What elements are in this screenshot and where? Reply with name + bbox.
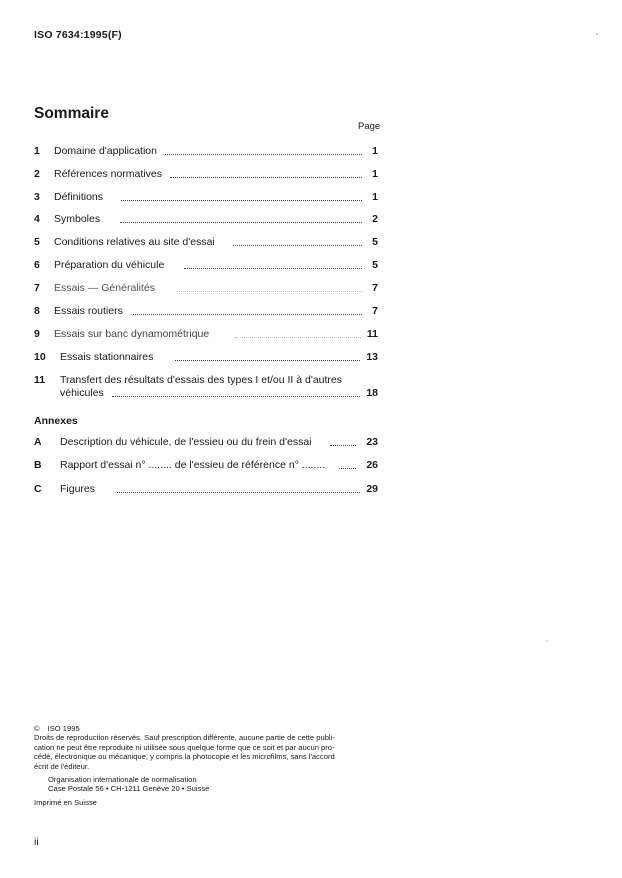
leader-dots [165, 153, 362, 155]
leader-dots [233, 244, 362, 246]
toc-entry-10[interactable] [34, 351, 378, 364]
leader-dots [120, 221, 362, 223]
toc-entry-text: Essais routiers [54, 305, 123, 317]
annex-entry-a[interactable] [34, 436, 378, 449]
toc-entry-page: 1 [372, 191, 378, 203]
leader-dots [112, 395, 361, 397]
leader-dots [235, 336, 361, 338]
toc-entry-number: 11 [34, 374, 46, 386]
toc-entry-number: 9 [34, 328, 40, 340]
leader-dots [184, 267, 362, 269]
toc-entry-2[interactable] [34, 168, 378, 181]
toc-entry-page: 1 [372, 168, 378, 180]
annex-text: Description du véhicule, de l'essieu ou du frein d'essai [60, 436, 312, 448]
page-column-label: Page [358, 121, 381, 132]
leader-dots [330, 444, 357, 446]
toc-entry-number: 7 [34, 282, 40, 294]
annex-entry-b[interactable] [34, 459, 378, 472]
leader-dots [177, 290, 362, 292]
rights-line: cédé, électronique ou mécanique, y compris la photocopie et les microfilms, sans l'accord [34, 752, 335, 762]
toc-entry-number: 1 [34, 145, 40, 157]
toc-entry-page: 13 [366, 351, 378, 363]
toc-entry-number: 2 [34, 168, 40, 180]
toc-entry-text: Essais stationnaires [60, 351, 154, 363]
toc-entry-page: 18 [366, 387, 378, 399]
toc-entry-1[interactable] [34, 145, 378, 158]
annex-page: 29 [366, 483, 378, 495]
copyright-line: ISO 1995 [47, 724, 80, 733]
page-number: ii [34, 836, 39, 848]
annex-entry-c[interactable] [34, 483, 378, 496]
toc-entry-page: 1 [372, 145, 378, 157]
scan-speck [546, 640, 548, 642]
document-reference: ISO 7634:1995(F) [34, 29, 122, 41]
copyright-notice [34, 724, 386, 807]
leader-dots [117, 491, 360, 493]
toc-entry-text-continued: véhicules [60, 387, 104, 399]
toc-entry-number: 6 [34, 259, 40, 271]
leader-dots [170, 176, 362, 178]
toc-entry-4[interactable] [34, 213, 378, 226]
annex-letter: A [34, 436, 42, 448]
annex-text: Rapport d'essai n° ........ de l'essieu de référence n° ........ [60, 459, 326, 471]
toc-entry-text: Symboles [54, 213, 101, 225]
toc-entry-11[interactable] [34, 374, 378, 400]
annex-page: 23 [366, 436, 378, 448]
printed-in: Imprimé en Suisse [34, 797, 97, 807]
scan-speck [596, 33, 598, 35]
toc-entry-5[interactable] [34, 236, 378, 249]
toc-entry-page: 7 [372, 305, 378, 317]
toc-entry-text: Essais — Généralités [54, 282, 155, 294]
toc-entry-number: 3 [34, 191, 40, 203]
toc-entry-number: 5 [34, 236, 40, 248]
annex-text: Figures [60, 483, 96, 495]
organisation-name: Organisation internationale de normalisation [48, 775, 197, 785]
toc-title: Sommaire [34, 105, 109, 122]
leader-dots [175, 359, 360, 361]
rights-line: Droits de reproduction réservés. Sauf prescription différente, aucune partie de cette publi- [34, 733, 335, 743]
toc-entry-page: 7 [372, 282, 378, 294]
toc-entry-number: 10 [34, 351, 46, 363]
toc-entry-text: Transfert des résultats d'essais des types I et/ou II à d'autres [60, 374, 343, 386]
toc-entry-3[interactable] [34, 191, 378, 204]
organisation-address: Case Postale 56 • CH-1211 Genève 20 • Suisse [48, 784, 210, 794]
toc-entry-page: 5 [372, 259, 378, 271]
toc-entry-9[interactable] [34, 328, 378, 341]
annex-page: 26 [366, 459, 378, 471]
toc-entry-page: 5 [372, 236, 378, 248]
toc-entry-text: Domaine d'application [54, 145, 157, 157]
annex-letter: B [34, 459, 42, 471]
toc-entry-text: Essais sur banc dynamométrique [54, 328, 210, 340]
leader-dots [133, 313, 362, 315]
annex-letter: C [34, 483, 42, 495]
copyright-symbol: © [34, 724, 40, 733]
toc-entry-text: Conditions relatives au site d'essai [54, 236, 215, 248]
toc-entry-number: 8 [34, 305, 40, 317]
leader-dots [121, 199, 362, 201]
annexes-heading: Annexes [34, 415, 78, 427]
toc-entry-text: Préparation du véhicule [54, 259, 165, 271]
toc-entry-text: Références normatives [54, 168, 162, 180]
toc-entry-number: 4 [34, 213, 40, 225]
rights-line: écrit de l'éditeur. [34, 761, 90, 771]
rights-line: cation ne peut être reproduite ni utilisée sous quelque forme que ce soit et par aucun pro- [34, 742, 335, 752]
leader-dots [339, 467, 356, 469]
toc-entry-7[interactable] [34, 282, 378, 295]
toc-entry-text: Définitions [54, 191, 104, 203]
toc-entry-page: 2 [372, 213, 378, 225]
toc-entry-6[interactable] [34, 259, 378, 272]
toc-entry-8[interactable] [34, 305, 378, 318]
toc-entry-page: 11 [366, 328, 378, 340]
